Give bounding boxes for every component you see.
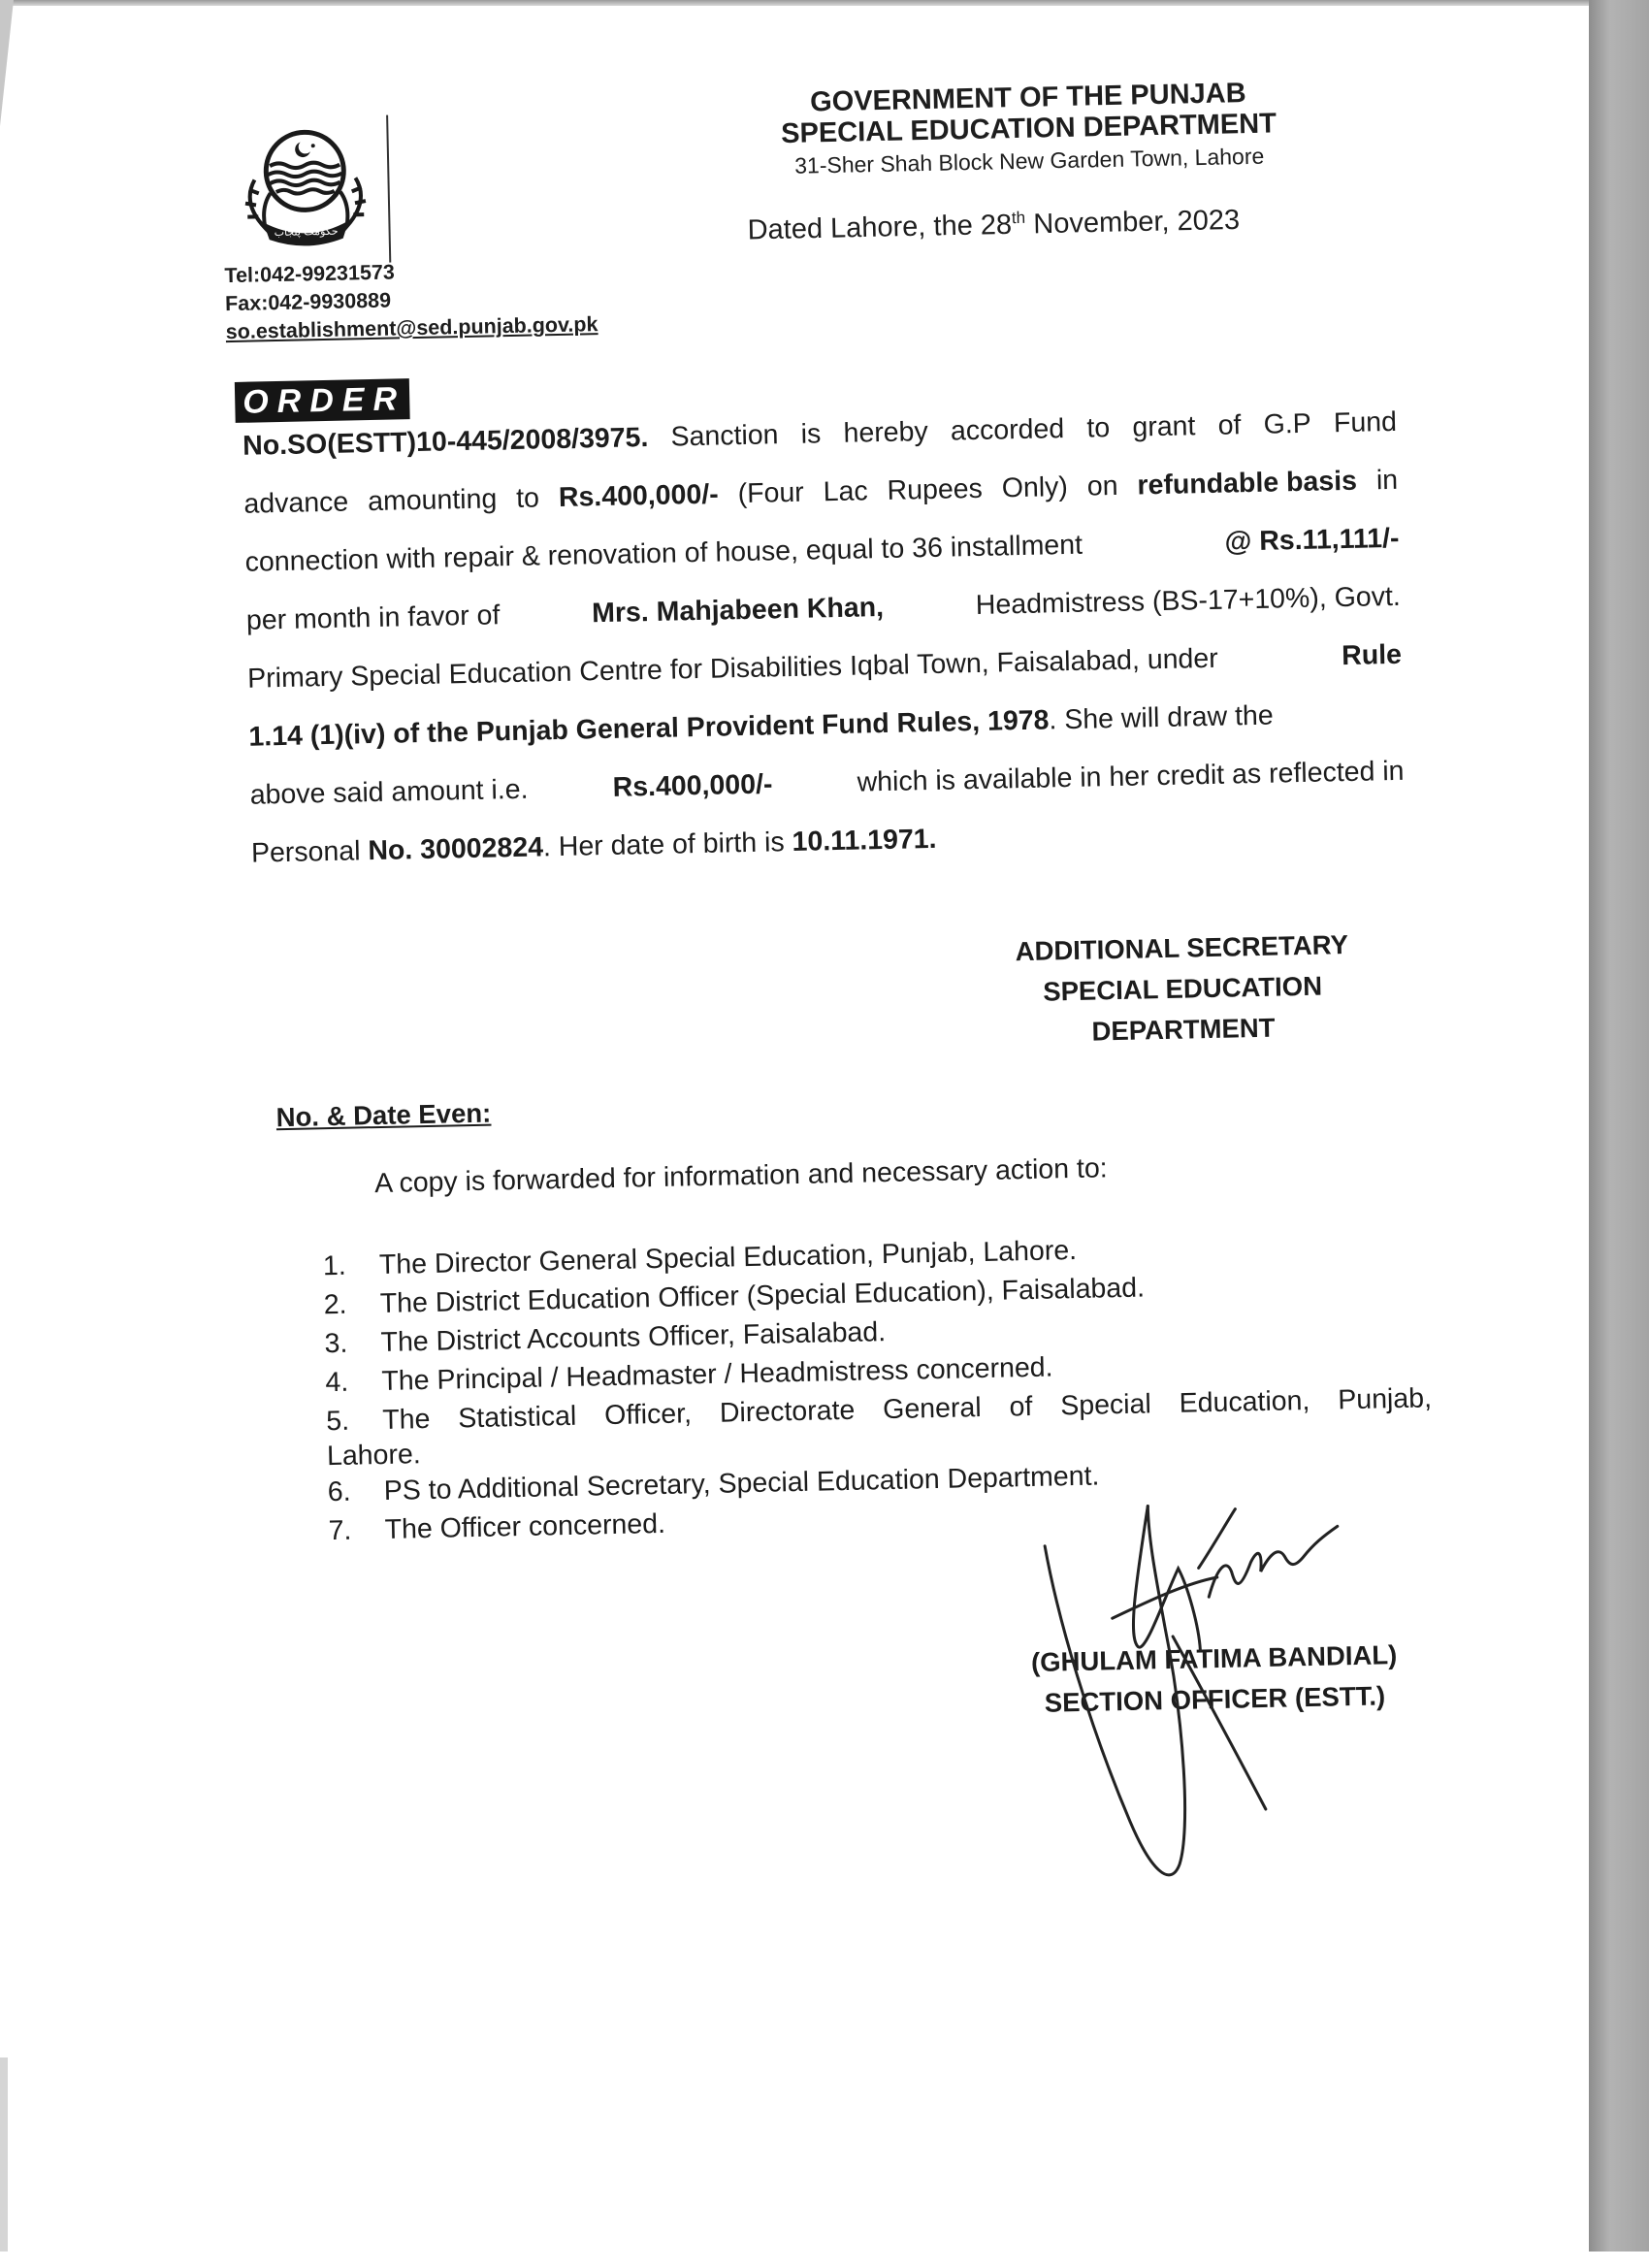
reference-number: No.SO(ESTT)10-445/2008/3975. (242, 422, 649, 462)
date-ordinal: th (1011, 208, 1026, 228)
list-number: 1. (322, 1249, 347, 1282)
word: Officer, (603, 1398, 693, 1432)
word: The (381, 1403, 431, 1436)
word: General (882, 1392, 982, 1426)
list-number: 2. (323, 1288, 347, 1321)
government-title: GOVERNMENT OF THE PUNJAB (809, 78, 1246, 118)
word: accorded (950, 413, 1065, 447)
word: to (1086, 412, 1111, 444)
designation-line-3: DEPARTMENT (1091, 1012, 1276, 1047)
line-text: above said amount i.e. (249, 773, 529, 811)
installment-rate: @ Rs.11,111/- (1224, 522, 1400, 558)
word: Special (1059, 1388, 1152, 1422)
line-text: Personal (250, 835, 361, 869)
department-address: 31-Sher Shah Block New Garden Town, Lahore (793, 143, 1265, 178)
word: G.P (1263, 407, 1312, 440)
list-number: 7. (328, 1514, 352, 1547)
credit-amount: Rs.400,000/- (612, 768, 773, 803)
word: is (800, 418, 822, 450)
word: of (1009, 1390, 1033, 1423)
word: Directorate (719, 1394, 856, 1429)
word: Only) (1001, 470, 1069, 504)
line-text: connection with repair & renovation of house, equal to 36 installment (244, 529, 1083, 578)
word: to (515, 482, 540, 514)
list-number: 6. (327, 1475, 351, 1508)
word: grant (1132, 410, 1196, 443)
handwritten-signature-icon (1017, 1477, 1374, 1901)
officer-name: (GHULAM FATIMA BANDIAL) (1030, 1639, 1398, 1678)
logo-script-text: حکومت پنجاب (274, 224, 339, 240)
rule-word: Rule (1341, 638, 1403, 672)
list-text: PS to Additional Secretary, Special Education Department. (383, 1460, 1100, 1507)
fax: Fax:042-9930889 (224, 288, 392, 316)
date-prefix: Dated Lahore, the 28 (747, 209, 1013, 246)
punjab-government-logo-icon (226, 127, 384, 254)
word: Statistical (457, 1400, 577, 1435)
word: Rupees (887, 472, 984, 506)
word: (Four (737, 476, 805, 510)
list-number: 5. (325, 1405, 350, 1438)
date-of-birth: 10.11.1971. (792, 823, 937, 859)
date-suffix: November, 2023 (1024, 204, 1241, 241)
letterhead (737, 76, 1321, 181)
list-text: The Principal / Headmaster / Headmistress concerned. (381, 1351, 1053, 1397)
list-text: The District Accounts Officer, Faisalabad. (380, 1316, 887, 1358)
word: Education, (1179, 1384, 1310, 1419)
contact-info (224, 254, 598, 346)
order-body (242, 393, 1406, 883)
list-text-continuation: Lahore. (326, 1439, 422, 1473)
line-text: Primary Special Education Centre for Disabilities Iqbal Town, Faisalabad, under (246, 642, 1219, 695)
word: of (1217, 409, 1242, 441)
word: Punjab, (1337, 1382, 1433, 1416)
department-title: SPECIAL EDUCATION DEPARTMENT (780, 108, 1277, 150)
word: on (1086, 470, 1118, 502)
word: hereby (843, 415, 929, 449)
scan-border-left-bottom (0, 2057, 8, 2252)
approving-authority (978, 923, 1388, 1054)
list-text: The District Education Officer (Special Education), Faisalabad. (379, 1272, 1146, 1320)
personal-number: No. 30002824 (368, 831, 544, 867)
word: Lac (823, 475, 868, 508)
officer-title: SECTION OFFICER (ESTT.) (1044, 1680, 1386, 1718)
line-text: which is available in her credit as reflected in (857, 755, 1405, 798)
designation-line-1: ADDITIONAL SECRETARY (1015, 929, 1349, 967)
forwarding-note: A copy is forwarded for information and necessary action to: (373, 1152, 1108, 1200)
word: in (1375, 464, 1399, 497)
line-text: Headmistress (BS-17+10%), Govt. (975, 580, 1402, 621)
no-date-even-heading: No. & Date Even: (275, 1097, 492, 1133)
line-text: . She will draw the (1049, 699, 1274, 736)
line-text: per month in favor of (245, 599, 501, 636)
list-number: 3. (324, 1327, 348, 1360)
order-heading: ORDER (235, 378, 410, 423)
list-text: The Director General Special Education, Punjab, Lahore. (378, 1234, 1078, 1281)
email-link[interactable]: so.establishment@sed.punjab.gov.pk (225, 312, 598, 344)
advance-amount: Rs.400,000/- (558, 478, 720, 513)
word: amounting (367, 483, 498, 518)
refundable-basis: refundable basis (1137, 465, 1358, 502)
list-text: The Officer concerned. (384, 1507, 666, 1545)
designation-line-2: SPECIAL EDUCATION (1042, 970, 1323, 1007)
header-divider (386, 115, 391, 263)
word: Sanction (670, 419, 779, 453)
rule-citation: 1.14 (1)(iv) of the Punjab General Provident Fund Rules, 1978 (248, 704, 1050, 753)
word: advance (243, 486, 349, 520)
word: Fund (1333, 405, 1398, 439)
line-text: . Her date of birth is (542, 826, 785, 863)
telephone: Tel:042-99231573 (224, 260, 396, 288)
employee-name: Mrs. Mahjabeen Khan, (591, 591, 885, 630)
letter-date (747, 204, 1240, 246)
list-number: 4. (325, 1366, 349, 1399)
